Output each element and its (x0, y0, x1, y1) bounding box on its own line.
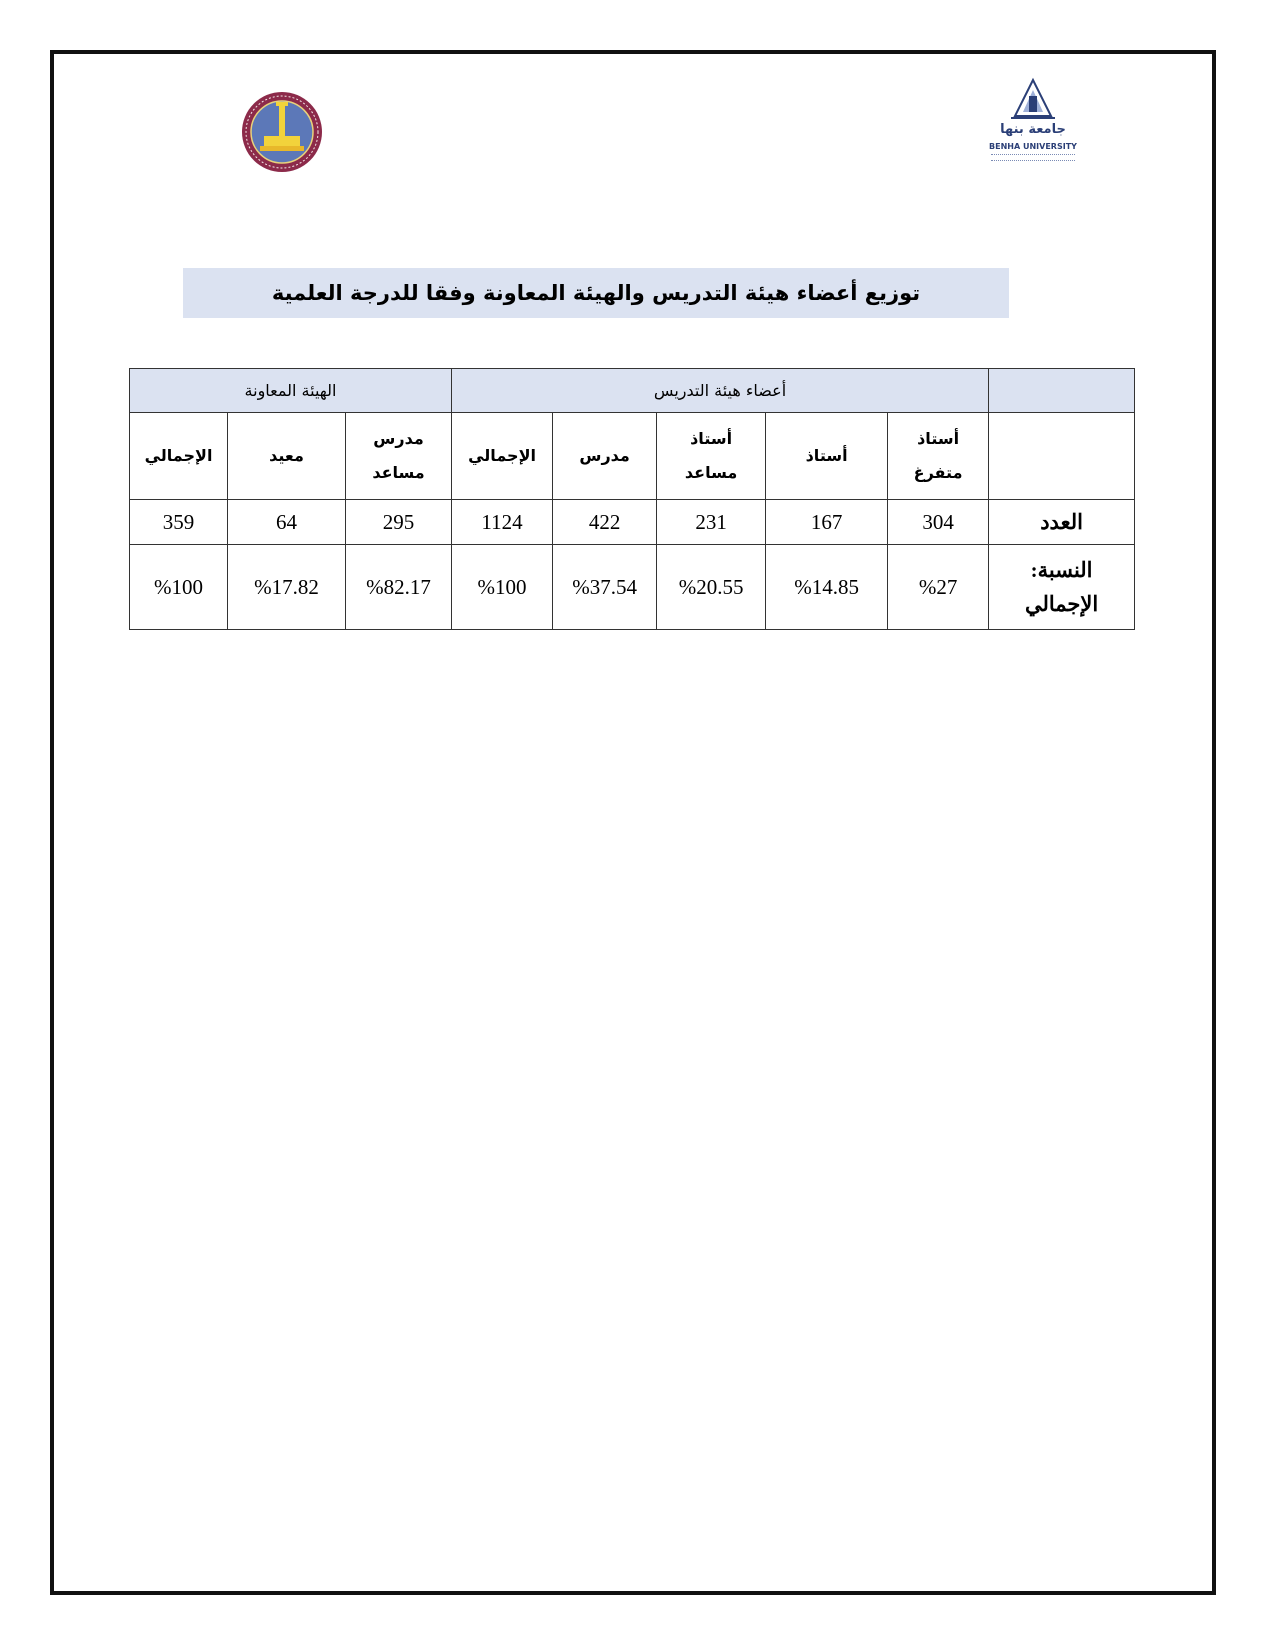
table-cell: %20.55 (657, 545, 766, 630)
table-cell: %82.17 (346, 545, 452, 630)
row-label-count: العدد (989, 500, 1135, 545)
column-header-lecturer: مدرس (553, 413, 657, 500)
table-cell: %14.85 (766, 545, 888, 630)
logo-arabic-name: جامعة بنها (1000, 122, 1066, 137)
table-cell: 295 (346, 500, 452, 545)
column-header-emeritus-professor: أستاذ متفرغ (888, 413, 989, 500)
table-cell: 167 (766, 500, 888, 545)
table-cell: %100 (130, 545, 228, 630)
column-header-professor: أستاذ (766, 413, 888, 500)
group-header-row (130, 369, 1135, 413)
column-header-assistant-lecturer: مدرس مساعد (346, 413, 452, 500)
benha-university-logo (985, 76, 1081, 172)
table-cell: 231 (657, 500, 766, 545)
column-header-demonstrator: معيد (228, 413, 346, 500)
row-label-percent: النسبة: الإجمالي (989, 545, 1135, 630)
table-cell: %27 (888, 545, 989, 630)
column-header-row (130, 413, 1135, 500)
table-cell: 1124 (452, 500, 553, 545)
table-row-count (130, 500, 1135, 545)
table-cell: %17.82 (228, 545, 346, 630)
staff-distribution-table (129, 368, 1135, 630)
column-header-faculty-total: الإجمالي (452, 413, 553, 500)
table-cell: 422 (553, 500, 657, 545)
table-cell: 359 (130, 500, 228, 545)
logo-english-name: BENHA UNIVERSITY (989, 142, 1077, 151)
page-title: توزيع أعضاء هيئة التدريس والهيئة المعاونة وفقا للدرجة العلمية (271, 281, 921, 305)
table-cell: %37.54 (553, 545, 657, 630)
table-cell: %100 (452, 545, 553, 630)
group-header-blank (989, 369, 1135, 413)
faculty-seal-logo (240, 90, 324, 174)
table-cell: 64 (228, 500, 346, 545)
column-header-blank (989, 413, 1135, 500)
group-header-assistant: الهيئة المعاونة (130, 369, 452, 413)
group-header-faculty: أعضاء هيئة التدريس (452, 369, 989, 413)
column-header-assistant-total: الإجمالي (130, 413, 228, 500)
table-cell: 304 (888, 500, 989, 545)
table-row-percent (130, 545, 1135, 630)
column-header-associate-professor: أستاذ مساعد (657, 413, 766, 500)
title-band (183, 268, 1009, 318)
